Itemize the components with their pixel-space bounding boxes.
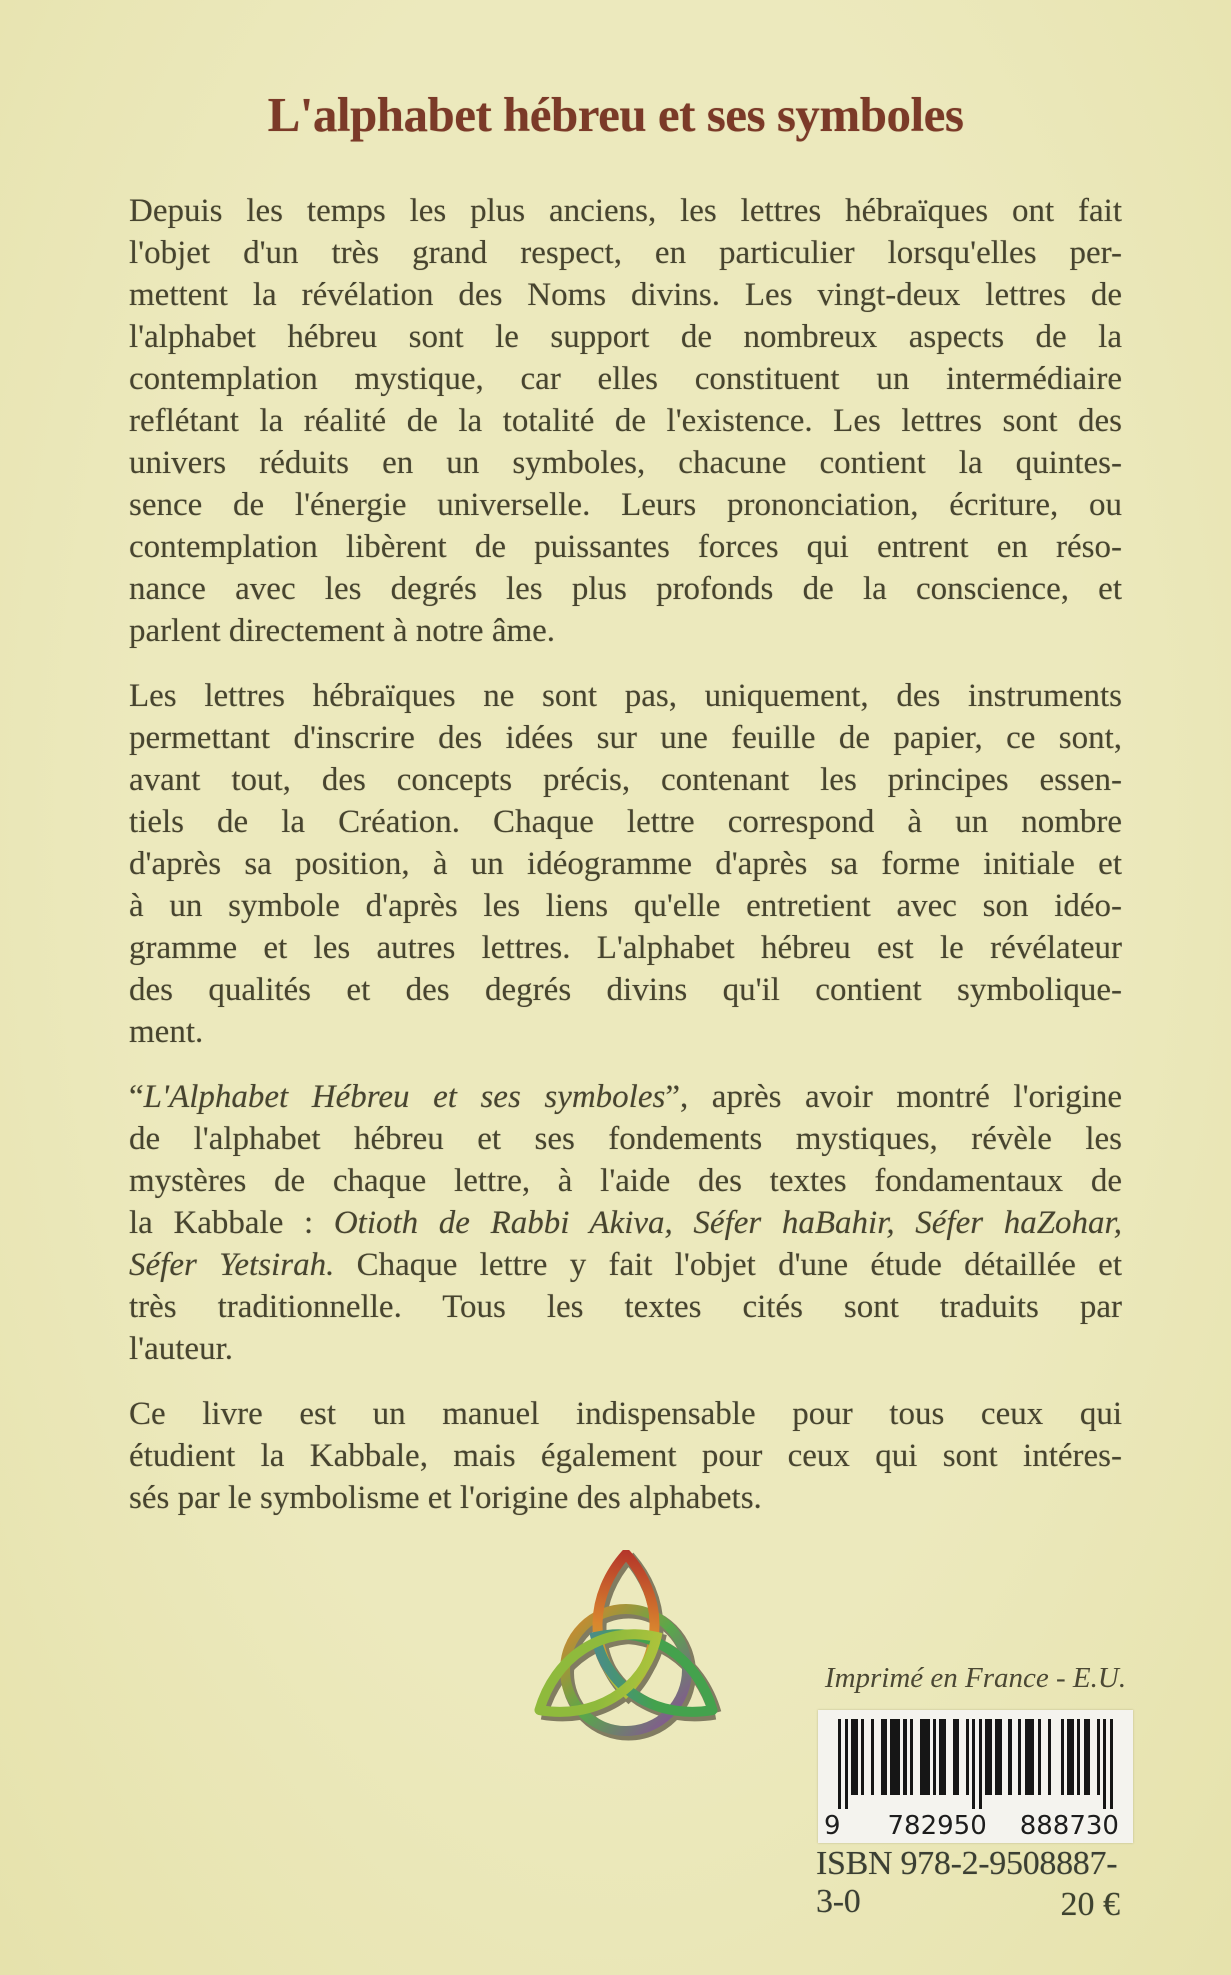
- text-line: l'auteur.: [129, 1331, 233, 1367]
- text-line: l'objet d'un très grand respect, en particulier lorsqu'elles per-: [129, 235, 1122, 271]
- text-line: mystères de chaque lettre, à l'aide des textes fondamentaux de: [129, 1163, 1122, 1199]
- paragraph: [129, 675, 1122, 1053]
- text-line: permettant d'inscrire des idées sur une feuille de papier, ce sont,: [129, 720, 1122, 756]
- text-line: Ce livre est un manuel indispensable pour tous ceux qui: [129, 1396, 1122, 1432]
- barcode-bar: [890, 1719, 900, 1795]
- text-line: mettent la révélation des Noms divins. Les vingt-deux lettres de: [129, 277, 1122, 313]
- barcode-bar: [933, 1719, 936, 1795]
- barcode-bar: [939, 1719, 946, 1795]
- barcode-bar: [1008, 1719, 1011, 1795]
- paragraph: [129, 1076, 1122, 1370]
- barcode-bar: [910, 1719, 913, 1795]
- barcode-digit-group: 782950: [887, 1811, 987, 1841]
- text-line: Séfer Yetsirah. Chaque lettre y fait l'objet d'une étude détaillée et: [129, 1247, 1122, 1283]
- text-line: ment.: [129, 1014, 204, 1050]
- barcode-bar: [985, 1719, 992, 1795]
- text-line: contemplation libèrent de puissantes forces qui entrent en réso-: [129, 529, 1122, 565]
- barcode-digit-group: 9: [824, 1811, 841, 1841]
- barcode-bar: [1097, 1719, 1100, 1795]
- text-line: Les lettres hébraïques ne sont pas, uniquement, des instruments: [129, 678, 1122, 714]
- text-line: gramme et les autres lettres. L'alphabet hébreu est le révélateur: [129, 930, 1122, 966]
- text-line: d'après sa position, à un idéogramme d'après sa forme initiale et: [129, 846, 1122, 882]
- text-line: “L'Alphabet Hébreu et ses symboles”, après avoir montré l'origine: [129, 1079, 1122, 1115]
- text-line: à un symbole d'après les liens qu'elle entretient avec son idéo-: [129, 888, 1122, 924]
- barcode-bar: [845, 1719, 848, 1809]
- text-line: Depuis les temps les plus anciens, les lettres hébraïques ont fait: [129, 193, 1122, 229]
- barcode-bar: [1061, 1719, 1064, 1795]
- text-line: reflétant la réalité de la totalité de l'existence. Les lettres sont des: [129, 403, 1122, 439]
- paragraph: [129, 190, 1122, 652]
- text-line: des qualités et des degrés divins qu'il contient symbolique-: [129, 972, 1122, 1008]
- text-line: l'alphabet hébreu sont le support de nombreux aspects de la: [129, 319, 1122, 355]
- text-line: avant tout, des concepts précis, contenant les principes essen-: [129, 762, 1122, 798]
- barcode-bar: [979, 1719, 982, 1809]
- text-line: nance avec les degrés les plus profonds de la conscience, et: [129, 571, 1122, 607]
- barcode-bar: [972, 1719, 975, 1809]
- publisher-logo: [506, 1550, 746, 1762]
- back-cover-text: [129, 190, 1122, 1542]
- book-title: L'alphabet hébreu et ses symboles: [267, 87, 964, 142]
- paragraph: [129, 1393, 1122, 1519]
- barcode-bar: [953, 1719, 960, 1795]
- barcode-bar: [1110, 1719, 1113, 1809]
- barcode-bar: [838, 1719, 841, 1809]
- barcode-bar: [871, 1719, 874, 1795]
- text-line: la Kabbale : Otioth de Rabbi Akiva, Séfer haBahir, Séfer haZohar,: [129, 1205, 1122, 1241]
- barcode-bar: [1103, 1719, 1106, 1809]
- text-line: de l'alphabet hébreu et ses fondements mystiques, révèle les: [129, 1121, 1122, 1157]
- barcode-bar: [1025, 1719, 1035, 1795]
- barcode-bar: [1067, 1719, 1074, 1795]
- text-line: tiels de la Création. Chaque lettre correspond à un nombre: [129, 804, 1122, 840]
- barcode-bar: [851, 1719, 858, 1795]
- barcode-bar: [1084, 1719, 1091, 1795]
- barcode-bar: [1018, 1719, 1021, 1795]
- barcode: [818, 1710, 1133, 1843]
- barcode-bar: [966, 1719, 969, 1795]
- price-label: 20 €: [1060, 1886, 1120, 1923]
- text-line: sence de l'énergie universelle. Leurs prononciation, écriture, ou: [129, 487, 1122, 523]
- barcode-bar: [1077, 1719, 1080, 1795]
- isbn-label: ISBN 978-2-9508887-3-0: [816, 1845, 1118, 1920]
- barcode-bar: [861, 1719, 864, 1795]
- text-line: univers réduits en un symboles, chacune contient la quintes-: [129, 445, 1122, 481]
- printed-in-label: Imprimé en France - E.U.: [824, 1662, 1127, 1694]
- text-line: contemplation mystique, car elles constituent un intermédiaire: [129, 361, 1122, 397]
- barcode-bar: [1038, 1719, 1041, 1795]
- barcode-bar: [881, 1719, 888, 1795]
- barcode-digits: [824, 1811, 1119, 1841]
- text-line: étudient la Kabbale, mais également pour ceux qui sont intéres-: [129, 1438, 1122, 1474]
- triquetra-icon: [506, 1550, 746, 1762]
- barcode-digit-group: 888730: [1019, 1811, 1119, 1841]
- barcode-bars: [838, 1719, 1113, 1807]
- barcode-bar: [920, 1719, 930, 1795]
- text-line: parlent directement à notre âme.: [129, 613, 556, 649]
- text-line: sés par le symbolisme et l'origine des alphabets.: [129, 1480, 762, 1516]
- text-line: très traditionnelle. Tous les textes cités sont traduits par: [129, 1289, 1122, 1325]
- barcode-bar: [1048, 1719, 1051, 1795]
- barcode-bar: [995, 1719, 1002, 1795]
- barcode-bar: [903, 1719, 906, 1795]
